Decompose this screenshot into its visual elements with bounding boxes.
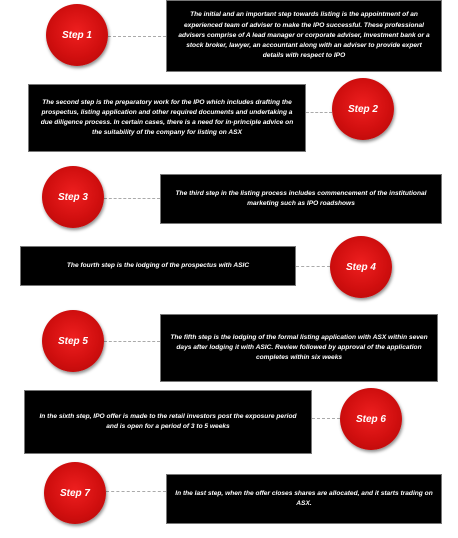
step-7-circle (44, 462, 106, 524)
step-1-description-box (166, 0, 442, 72)
step-5-description: The fifth step is the lodging of the formal listing application with ASX within seven days after lodging it with ASIC. Review followed by approval of the application completes within six weeks (170, 333, 428, 362)
connector-1 (108, 36, 166, 37)
step-2-description-box (28, 84, 306, 152)
step-7-label: Step 7 (59, 487, 90, 499)
step-5-label: Step 5 (57, 335, 88, 347)
step-7-description-box (166, 474, 442, 524)
step-5-circle (42, 310, 104, 372)
step-2-description: The second step is the preparatory work for the IPO which includes drafting the prospectus, listing application and other required documents and undertaking a due diligence process. In certain cases, there is a need for in-principle advice on the suitability of the company for listing on ASX (40, 98, 294, 137)
step-7-description: In the last step, when the offer closes shares are allocated, and it starts trading on ASX. (175, 489, 433, 507)
step-1-circle (46, 4, 108, 66)
step-6-description-box (24, 390, 312, 454)
connector-2 (306, 112, 332, 113)
step-3-description-box (160, 174, 442, 224)
step-3-label: Step 3 (57, 191, 88, 203)
step-6-circle (340, 388, 402, 450)
connector-5 (104, 341, 160, 342)
step-2-label: Step 2 (347, 103, 378, 115)
step-3-circle (42, 166, 104, 228)
step-5-description-box (160, 314, 438, 382)
connector-4 (296, 266, 330, 267)
step-4-description-box (20, 246, 296, 286)
step-6-description: In the sixth step, IPO offer is made to the retail investors post the exposure period and is open for a period of 3 to 5 weeks (39, 412, 297, 430)
step-4-label: Step 4 (345, 261, 376, 273)
step-1-description: The initial and an important step towards listing is the appointment of an experienced team of adviser to make the IPO successful. These professional advisers comprise of A lead manager or corporate adviser, Investment bank or a stock broker, lawyer, an accountant along with an adviser to provide expert details with respect to IPO (178, 11, 430, 60)
connector-6 (312, 418, 340, 419)
step-4-circle (330, 236, 392, 298)
step-3-description: The third step in the listing process includes commencement of the institutional marketing such as IPO roadshows (175, 189, 427, 207)
connector-3 (104, 198, 160, 199)
step-4-description: The fourth step is the lodging of the prospectus with ASIC (66, 261, 250, 269)
connector-7 (106, 491, 166, 492)
step-6-label: Step 6 (355, 413, 386, 425)
step-2-circle (332, 78, 394, 140)
step-1-label: Step 1 (61, 29, 92, 41)
